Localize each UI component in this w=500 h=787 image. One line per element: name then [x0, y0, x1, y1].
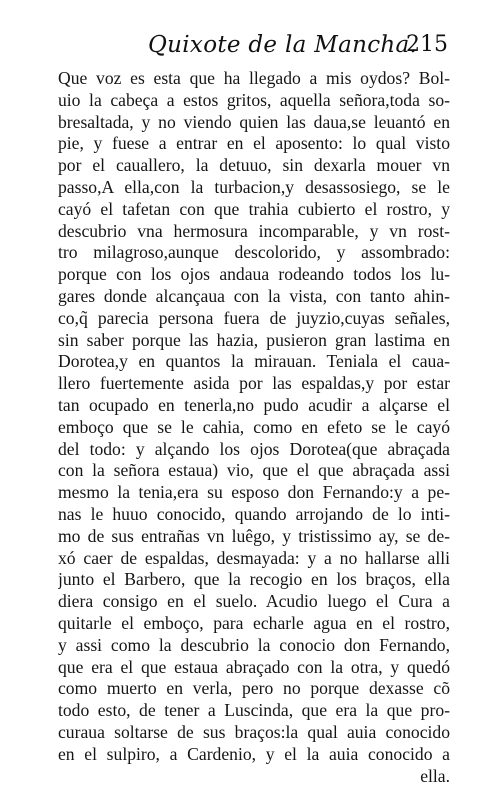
text-line: del todo: y alçando los ojos Dorotea(que abraçada: [58, 439, 450, 461]
text-line: uio la cabeça a estos gritos, aquella señora,toda so-: [58, 90, 450, 112]
text-line: por el cauallero, la detuuo, sin dexarla mouer vn: [58, 155, 450, 177]
text-line: llero fuertemente asida por las espaldas,y por estar: [58, 373, 450, 395]
text-line: sin saber porque las hazia, pusieron gran lastima en: [58, 330, 450, 352]
text-line: en el sulpiro, a Cardenio, y el la auia conocido a: [58, 744, 450, 766]
text-line: y assi como la descubrio la conocio don Fernando,: [58, 635, 450, 657]
text-line: nas le huuo conocido, quando arrojando de lo inti-: [58, 504, 450, 526]
running-head: [148, 32, 448, 66]
text-line: como muerto en verla, pero no porque dexasse cõ: [58, 678, 450, 700]
text-line: diera consigo en el suelo. Acudio luego el Cura a: [58, 591, 450, 613]
text-line: co,q̃ parecia persona fuera de juyzio,cuyas señales,: [58, 308, 450, 330]
text-line: mesmo la tenia,era su esposo don Fernando:y a pe-: [58, 482, 450, 504]
text-line: tan ocupado en tenerla,no pudo acudir a alçarse el: [58, 395, 450, 417]
body-text: [58, 68, 450, 787]
text-line: Que voz es esta que ha llegado a mis oydos? Bol-: [58, 68, 450, 90]
text-line: porque con los ojos andaua rodeando todos los lu-: [58, 264, 450, 286]
text-line: Dorotea,y en quantos la mirauan. Teniala el caua-: [58, 351, 450, 373]
text-line: que era el que estaua abraçado con la otra, y quedó: [58, 657, 450, 679]
text-line: xó caer de espaldas, desmayada: y a no hallarse alli: [58, 548, 450, 570]
text-line: descubrio vna hermosura incomparable, y vn rost-: [58, 221, 450, 243]
text-line: pie, y fuese a entrar en el aposento: lo qual visto: [58, 133, 450, 155]
text-line: gares donde alcançaua con la vista, con tanto ahin-: [58, 286, 450, 308]
text-line: passo,A ella,con la turbacion,y desassosiego, se le: [58, 177, 450, 199]
text-line: tro milagroso,aunque descolorido, y assombrado:: [58, 242, 450, 264]
text-line: bresaltada, y no viendo quien las daua,se leuantó en: [58, 112, 450, 134]
text-line: junto el Barbero, que la recogio en los braços, ella: [58, 569, 450, 591]
text-line: quitarle el emboço, para echarle agua en el rostro,: [58, 613, 450, 635]
running-head-title: Quixote de la Mancha.: [148, 32, 417, 58]
text-line: todo esto, de tener a Luscinda, que era la que pro-: [58, 700, 450, 722]
text-line: curaua soltarse de sus braços:la qual auia conocido: [58, 722, 450, 744]
text-line: emboço que se le cahia, como en efeto se le cayó: [58, 417, 450, 439]
page-number: 215: [406, 32, 448, 57]
text-line: con la señora estaua) vio, que el que abraçada assi: [58, 460, 450, 482]
text-line: cayó el tafetan con que trahia cubierto el rostro, y: [58, 199, 450, 221]
text-line: mo de sus entrañas vn luêgo, y tristissimo ay, se de-: [58, 526, 450, 548]
text-line-last: ella.: [58, 766, 450, 787]
